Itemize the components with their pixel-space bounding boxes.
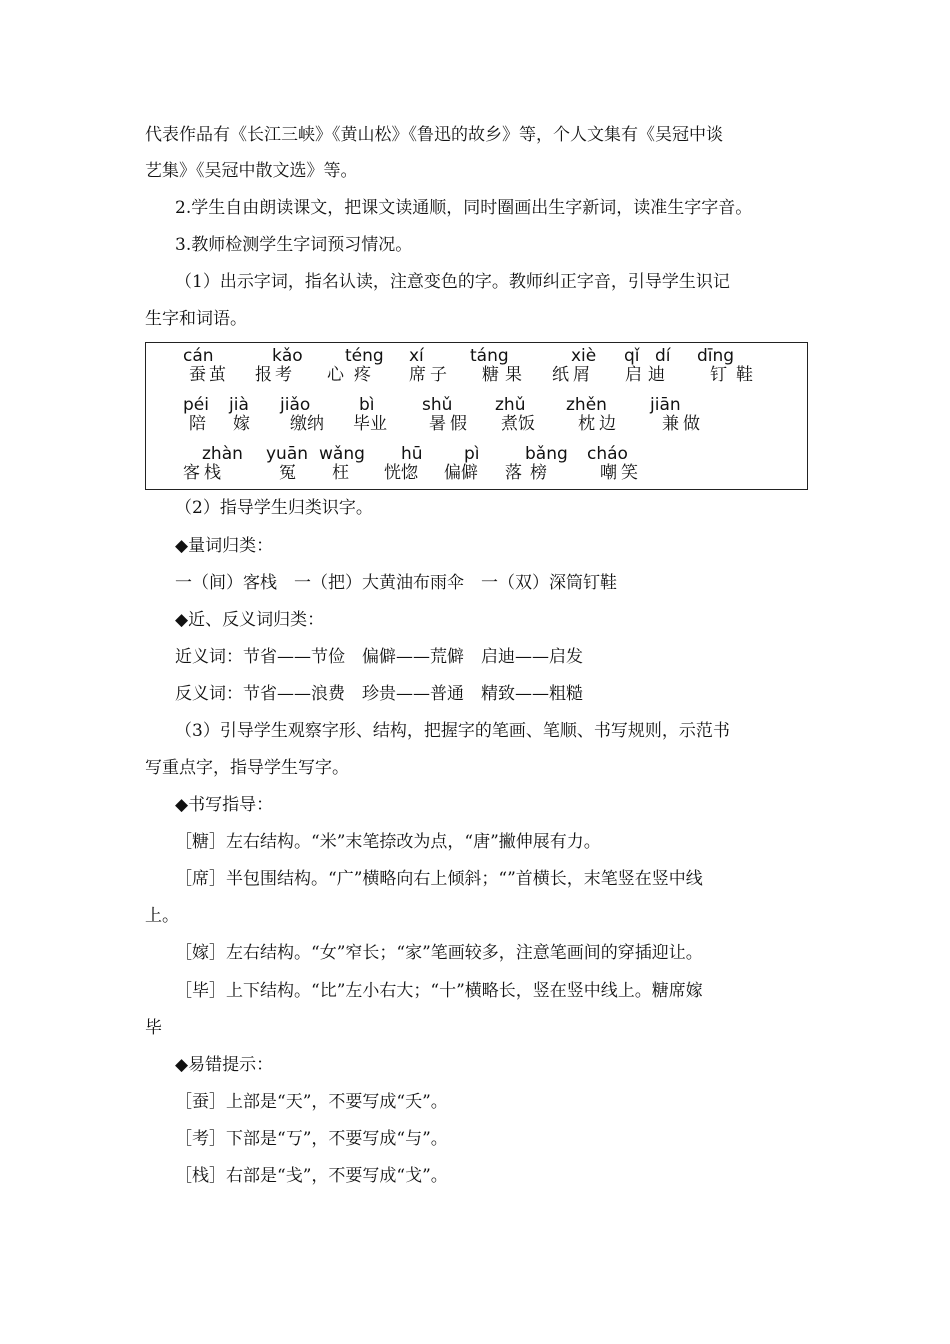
vocab-word: 枉	[332, 463, 349, 483]
paragraph: ［考］下部是“丂”，不要写成“与”。	[175, 1129, 448, 1149]
vocab-word: 恍惚	[384, 463, 418, 483]
pinyin: xí	[409, 346, 424, 366]
paragraph: 代表作品有《长江三峡》《黄山松》《鲁迅的故乡》等，个人文集有《吴冠中谈	[145, 125, 723, 145]
pinyin: dí	[655, 346, 671, 366]
paragraph: （1）出示字词，指名认读，注意变色的字。教师纠正字音，引导学生识记	[175, 272, 730, 292]
pinyin: kǎo	[272, 346, 303, 366]
paragraph: ［嫁］左右结构。“女”窄长；“家”笔画较多，注意笔画间的穿插迎让。	[175, 943, 703, 963]
paragraph: 2.学生自由朗读课文，把课文读通顺，同时圈画出生字新词，读准生字字音。	[175, 198, 753, 218]
vocab-word: 落榜	[505, 463, 555, 483]
pinyin: xiè	[571, 346, 597, 366]
pinyin: wǎng	[319, 444, 365, 464]
vocab-word: 客栈	[183, 463, 225, 483]
vocab-word: 钉鞋	[710, 365, 762, 385]
vocab-word: 糖果	[482, 365, 528, 385]
vocab-word: 毕业	[353, 414, 387, 434]
paragraph: 近义词：节省——节俭 偏僻——荒僻 启迪——启发	[175, 647, 583, 667]
paragraph: ［蚕］上部是“天”，不要写成“夭”。	[175, 1092, 448, 1112]
pinyin: zhàn	[202, 444, 243, 464]
pinyin: yuān	[266, 444, 309, 464]
paragraph: ［席］半包围结构。“广”横略向右上倾斜；“”首横长，末笔竖在竖中线	[175, 869, 703, 889]
pinyin: jiān	[650, 395, 681, 415]
paragraph: ［毕］上下结构。“比”左小右大；“十”横略长，竖在竖中线上。糖席嫁	[175, 981, 703, 1001]
paragraph: 反义词：节省——浪费 珍贵——普通 精致——粗糙	[175, 684, 583, 704]
vocab-word: 煮饭	[501, 414, 535, 434]
pinyin: bì	[359, 395, 375, 415]
paragraph: ◆书写指导：	[175, 795, 274, 815]
vocab-word: 兼做	[662, 414, 704, 434]
pinyin: qǐ	[624, 346, 640, 366]
paragraph: ◆近、反义词归类：	[175, 610, 325, 630]
paragraph: 毕	[145, 1018, 162, 1038]
pinyin: shǔ	[422, 395, 453, 415]
paragraph: ◆易错提示：	[175, 1055, 274, 1075]
vocab-word: 席子	[409, 365, 451, 385]
vocab-word: 偏僻	[444, 463, 478, 483]
pinyin: dīng	[697, 346, 735, 366]
pinyin: zhǔ	[495, 395, 526, 415]
paragraph: 艺集》《吴冠中散文选》等。	[145, 161, 358, 181]
paragraph: 生字和词语。	[145, 309, 247, 329]
pinyin: táng	[470, 346, 509, 366]
paragraph: （3）引导学生观察字形、结构，把握字的笔画、笔顺、书写规则，示范书	[175, 721, 730, 741]
paragraph: ◆量词归类：	[175, 536, 274, 556]
vocab-word: 缴纳	[290, 414, 324, 434]
pinyin: cán	[183, 346, 214, 366]
paragraph: 写重点字，指导学生写字。	[145, 758, 349, 778]
pinyin: pì	[464, 444, 480, 464]
vocab-word: 启迪	[625, 365, 671, 385]
pinyin: cháo	[587, 444, 628, 464]
pinyin: bǎng	[525, 444, 568, 464]
paragraph: ［糖］左右结构。“米”末笔捺改为点，“唐”撇伸展有力。	[175, 832, 601, 852]
paragraph: 一（间）客栈 一（把）大黄油布雨伞 一（双）深筒钉鞋	[175, 573, 617, 593]
vocab-word: 蚕茧	[189, 365, 229, 385]
pinyin: zhěn	[566, 395, 607, 415]
vocab-word: 报考	[255, 365, 295, 385]
vocab-word: 嘲笑	[600, 463, 642, 483]
paragraph: ［栈］右部是“戋”，不要写成“戈”。	[175, 1166, 448, 1186]
pinyin: jiǎo	[280, 395, 311, 415]
vocab-word: 纸屑	[552, 365, 594, 385]
paragraph: （2）指导学生归类识字。	[175, 498, 373, 518]
vocab-word: 暑假	[429, 414, 471, 434]
vocab-box	[145, 342, 808, 490]
pinyin: hū	[401, 444, 423, 464]
paragraph: 3.教师检测学生字词预习情况。	[175, 235, 413, 255]
vocab-word: 嫁	[233, 414, 250, 434]
pinyin: jià	[229, 395, 249, 415]
pinyin: péi	[183, 395, 209, 415]
paragraph: 上。	[145, 906, 179, 926]
pinyin: téng	[345, 346, 384, 366]
vocab-word: 陪	[189, 414, 206, 434]
vocab-word: 心疼	[327, 365, 381, 385]
vocab-word: 枕边	[578, 414, 620, 434]
vocab-word: 冤	[279, 463, 296, 483]
